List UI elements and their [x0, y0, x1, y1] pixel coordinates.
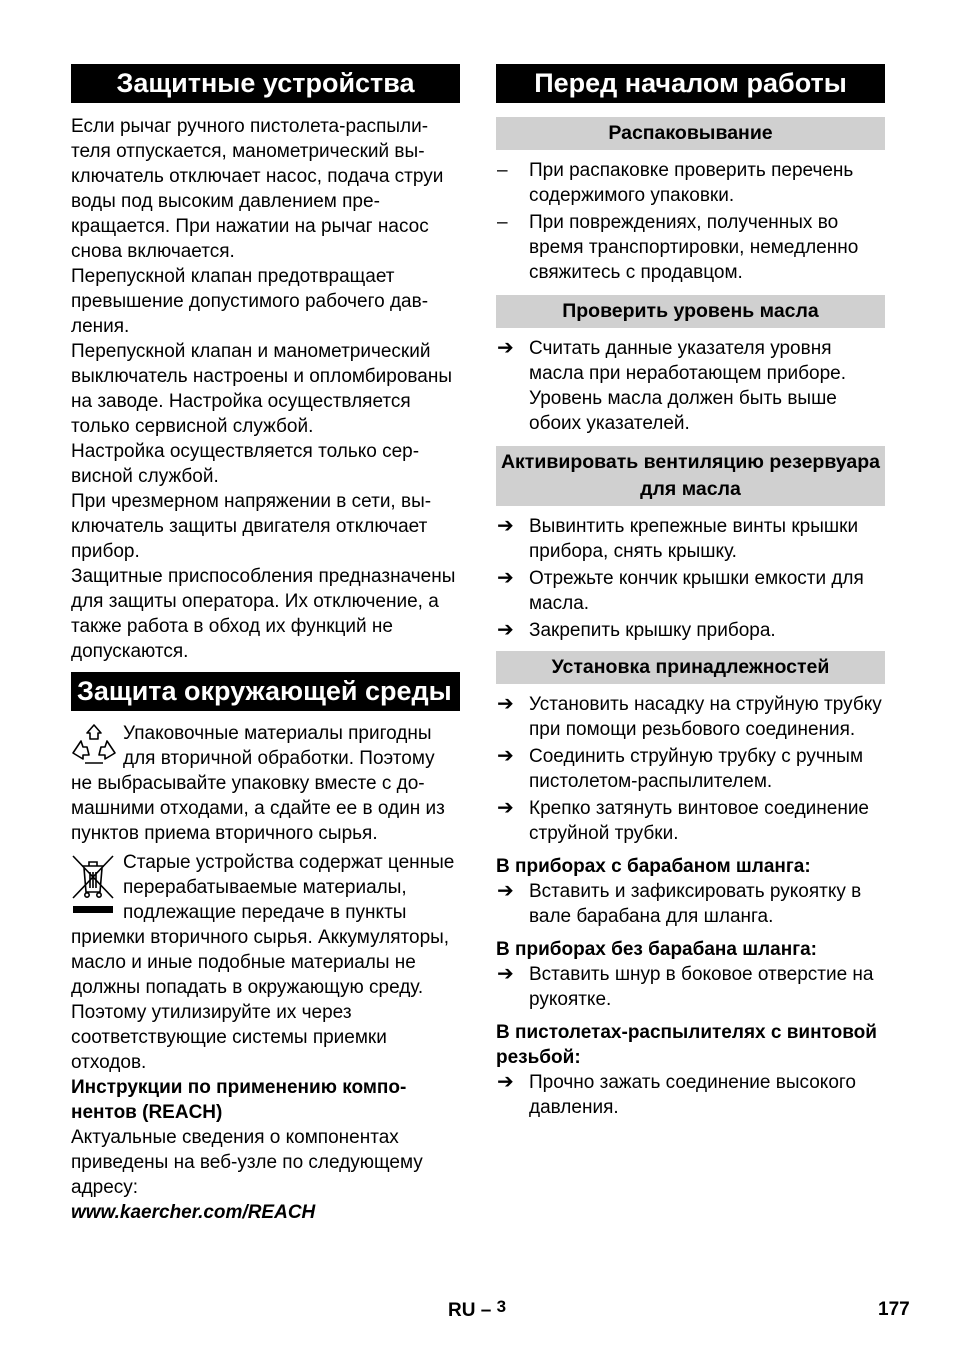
- list-item-text: Вставить шнур в боковое отверстие на рукоятке.: [529, 964, 874, 1010]
- arrow-right-icon: ➔: [497, 797, 514, 819]
- list-item: [496, 158, 885, 208]
- list-item: [496, 796, 885, 846]
- list-item: [496, 692, 885, 742]
- no-drum-heading: В приборах без барабана шланга:: [496, 939, 818, 960]
- dash-bullet: –: [497, 212, 508, 233]
- arrow-right-icon: ➔: [497, 337, 514, 359]
- footer-language-page-number: 3: [496, 1297, 507, 1316]
- list-item-text: Считать данные указателя уровня масла при неработающем приборе. Уровень масла должен быть выше обоих указателей.: [529, 338, 846, 434]
- right-column: [496, 64, 885, 1120]
- list-item: [496, 514, 885, 564]
- paragraph: Защитные приспособления предназначены для защиты оператора. Их отключение, а также работа в обход их функций не допускаются.: [71, 566, 456, 662]
- list-item: [496, 618, 885, 643]
- reach-url[interactable]: www.kaercher.com/REACH: [71, 1202, 316, 1223]
- left-column: [71, 64, 460, 1225]
- list-item-text: Вставить и зафиксировать рукоятку в вале барабана для шланга.: [529, 881, 862, 927]
- reach-heading: Инструкции по применению компонентов (REACH): [71, 1077, 407, 1123]
- section-title-environment: Защита окружающей среды: [71, 672, 460, 711]
- subsection-oil-level: Проверить уровень масла: [496, 295, 885, 328]
- footer-language: RU –: [448, 1300, 492, 1321]
- arrow-right-icon: ➔: [497, 745, 514, 767]
- list-item: [496, 566, 885, 616]
- screw-thread-heading: В пистолетах-распылителях с винтовой резьбой:: [496, 1022, 877, 1068]
- drum-heading: В приборах с барабаном шланга:: [496, 856, 811, 877]
- paragraph: Перепускной клапан предотвращает превышение допустимого рабочего давления.: [71, 266, 429, 337]
- crossed-bin-icon: [71, 850, 123, 920]
- list-item-text: Прочно зажать соединение высокого давления.: [529, 1072, 856, 1118]
- list-item-text: Закрепить крышку прибора.: [529, 620, 776, 641]
- list-item-text: Соединить струйную трубку с ручным пистолетом-распылителем.: [529, 746, 864, 792]
- list-item: [496, 210, 885, 285]
- footer-language-page: [448, 1297, 506, 1322]
- arrow-right-icon: ➔: [497, 880, 514, 902]
- list-item-text: При распаковке проверить перечень содержимого упаковки.: [529, 160, 854, 206]
- arrow-right-icon: ➔: [497, 619, 514, 641]
- weee-block: [71, 850, 460, 1075]
- list-item: [496, 1070, 885, 1120]
- arrow-right-icon: ➔: [497, 515, 514, 537]
- dash-bullet: –: [497, 160, 508, 181]
- recycle-icon: [71, 721, 123, 771]
- list-item: [496, 336, 885, 436]
- page-number: 177: [878, 1299, 910, 1320]
- list-item: [496, 879, 885, 929]
- list-item-text: При повреждениях, полученных во время транспортировки, немедленно свяжитесь с продавцом.: [529, 212, 859, 283]
- paragraph: Если рычаг ручного пистолета-распылителя отпускается, манометрический выключатель отключает насос, подача струи воды под высоким давлением прекращается. При нажатии на рычаг насос снова включается.: [71, 116, 444, 262]
- list-item: [496, 744, 885, 794]
- section-title-safety-devices: Защитные устройства: [71, 64, 460, 103]
- list-item: [496, 962, 885, 1012]
- recycle-text: Упаковочные материалы пригодны для вторичной обработки. Поэтому не выбрасывайте упаковку вместе с домашними отходами, а сдайте ее в один из пунктов приема вторичного сырья.: [71, 723, 445, 844]
- list-item-text: Вывинтить крепежные винты крышки прибора, снять крышку.: [529, 516, 859, 562]
- arrow-right-icon: ➔: [497, 693, 514, 715]
- list-item-text: Крепко затянуть винтовое соединение струйной трубки.: [529, 798, 869, 844]
- subsection-unpacking: Распаковывание: [496, 117, 885, 150]
- reach-text: Актуальные сведения о компонентах приведены на веб-узле по следующему адресу:: [71, 1127, 423, 1198]
- paragraph: Настройка осуществляется только сервисной службой.: [71, 441, 420, 487]
- section-title-before-start: Перед началом работы: [496, 64, 885, 103]
- list-item-text: Отрежьте кончик крышки емкости для масла.: [529, 568, 864, 614]
- paragraph: При чрезмерном напряжении в сети, выключатель защиты двигателя отключает прибор.: [71, 491, 432, 562]
- list-item-text: Установить насадку на струйную трубку при помощи резьбового соединения.: [529, 694, 882, 740]
- arrow-right-icon: ➔: [497, 567, 514, 589]
- paragraph: Перепускной клапан и манометрический выключатель настроены и опломбированы на заводе. Настройка осуществляется только сервисной службой.: [71, 341, 453, 437]
- arrow-right-icon: ➔: [497, 1071, 514, 1093]
- subsection-ventilation: Активировать вентиляцию резервуара для масла: [496, 446, 885, 506]
- weee-text: Старые устройства содержат ценные перерабатываемые материалы, подлежащие передаче в пункты приемки вторичного сырья. Аккумуляторы, масло и иные подобные материалы не должны попадать в окружающую среду. Поэтому утилизируйте их через соответствующие системы приемки отходов.: [71, 852, 455, 1073]
- arrow-right-icon: ➔: [497, 963, 514, 985]
- subsection-accessories: Установка принадлежностей: [496, 651, 885, 684]
- recycle-block: [71, 721, 460, 846]
